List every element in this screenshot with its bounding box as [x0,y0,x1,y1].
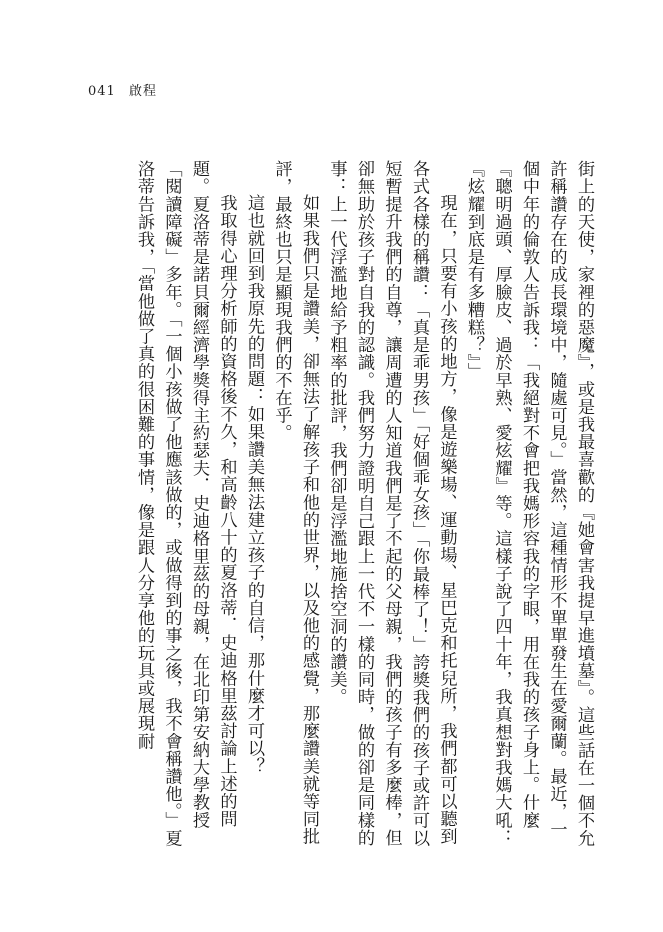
paragraph: 這也就回到我原先的問題：如果讚美無法建立孩子的自信，那什麼才可以？ [244,194,264,776]
paragraph: 我取得心理分析師的資格後不久，和高齡八十的夏洛蒂．史迪格里茲討論上述的問題。夏洛蒂是諾貝爾經濟學獎得主約瑟夫．史迪格里茲的母親，在北印第安納大學教授「閱讀障礙」多年。「一個小孩做了他應該做的，或做得到的事之後，我不會稱讚他。」夏洛蒂告訴我，「當他做了真的很困難的事情，像是跟人分享他的玩具或展現耐 [134,160,237,847]
running-header [88,80,157,99]
paragraph: 街上的天使，家裡的惡魔』，或是我最喜歡的『她會害我提早進墳墓』。這些話在一個不允許稱讚存在的成長環境中，隨處可見。」當然，這種情形不單單發生在愛爾蘭。最近，一個中年的倫敦人告訴我：「我絕對不會把我媽形容我的字眼，用在我的孩子身上。什麼『聰明過頭、厚臉皮、過於早熟、愛炫耀』等。這樣子說了四十年，我真想對我媽大吼：『炫耀到底是有多糟糕？』」 [464,160,594,847]
paragraph: 如果我們只是讚美，卻無法了解孩子和他的世界，以及他的感覺，那麼讚美就等同批評，最終也只是顯現我們的不在乎。 [271,160,319,846]
paragraph: 現在，只要有小孩的地方，像是遊樂場、運動場、星巴克和托兒所，我們都可以聽到各式各樣的稱讚：「真是乖男孩」「好個乖女孩」「你最棒了！」誇獎我們的孩子或許可以短暫提升我們的自尊，讓周遭的人知道我們是了不起的父母親，我們的孩子有多麼棒，但卻無助於孩子對自我的認識。我們努力證明自己跟上一代不一樣的同時，做的卻是同樣的事：上一代浮濫地給予粗率的批評，我們卻是浮濫地施捨空洞的讚美。 [326,160,457,847]
page-number: 041 [88,84,116,99]
chapter-title: 啟程 [128,84,157,99]
vertical-text-body [87,160,597,850]
